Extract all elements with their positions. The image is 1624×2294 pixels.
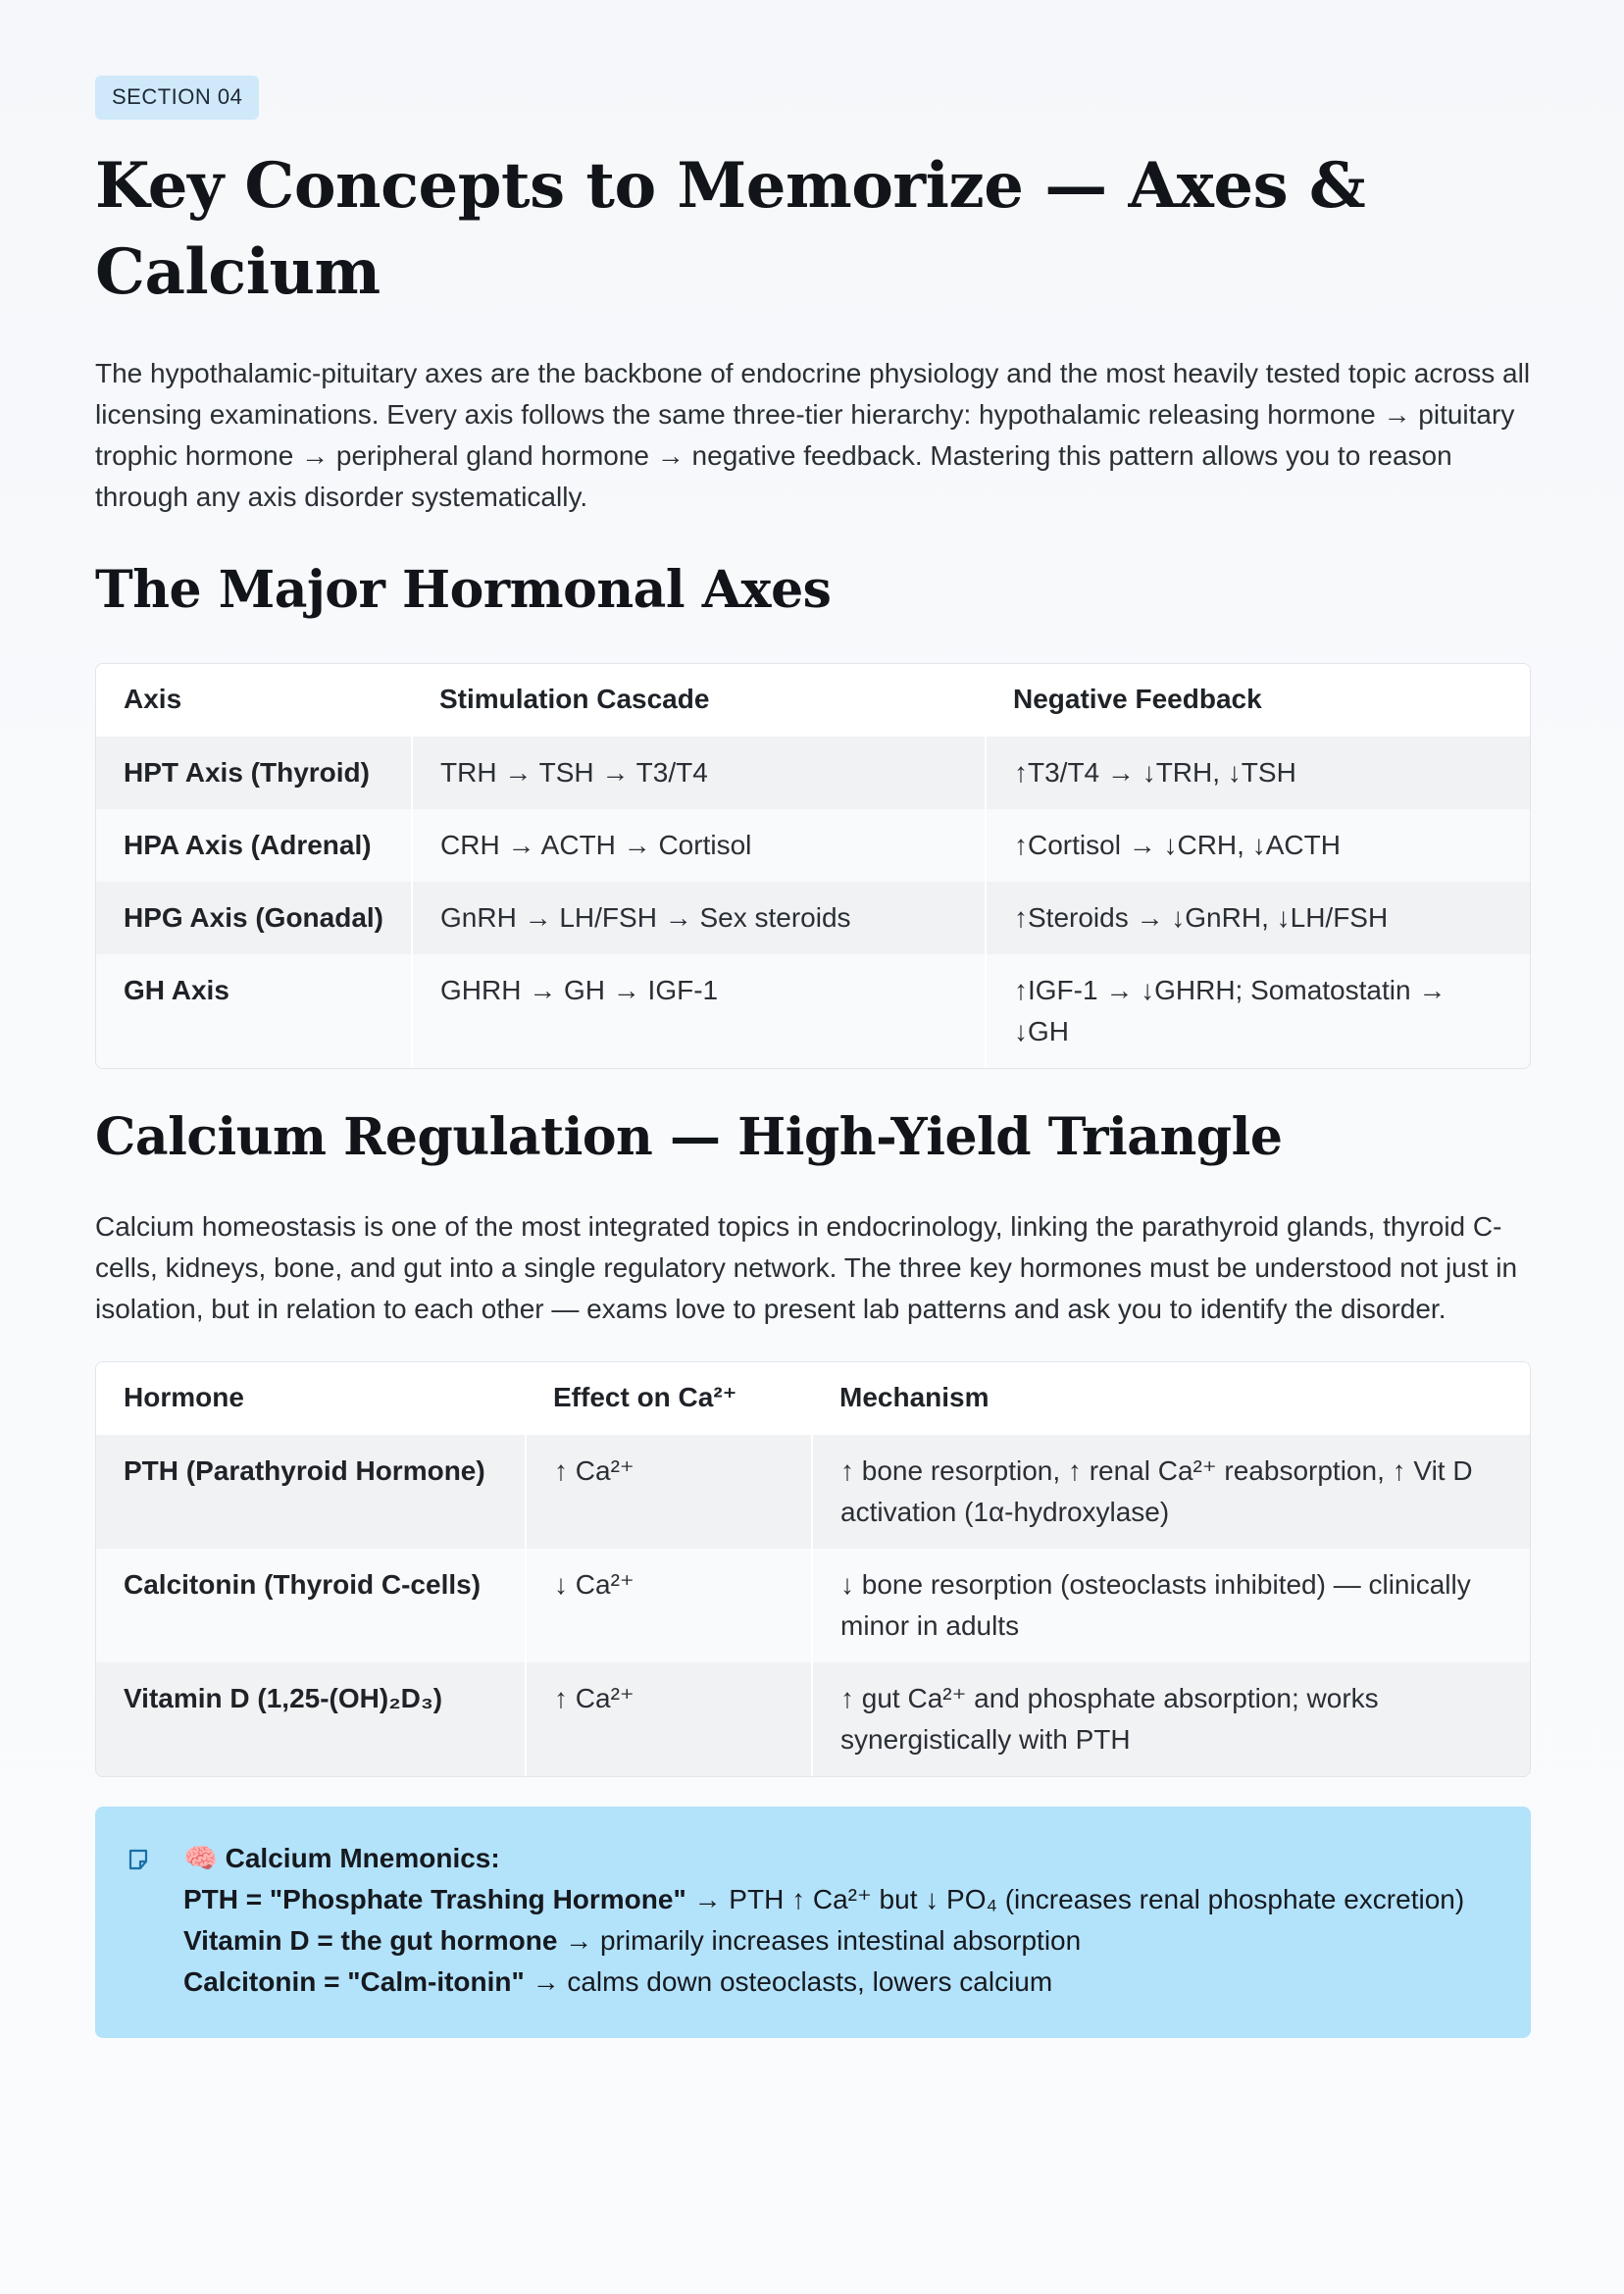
calcium-table — [95, 1361, 1531, 1777]
table-header-row — [96, 1362, 1530, 1435]
hormone-cell: Vitamin D (1,25-(OH)₂D₃) — [96, 1662, 526, 1776]
mnemonic-key: Vitamin D = the gut hormone — [183, 1925, 558, 1956]
cascade-cell: CRH → ACTH → Cortisol — [412, 809, 986, 882]
mnemonic-line — [183, 1920, 1492, 1962]
effect-cell: ↓ Ca²⁺ — [526, 1549, 812, 1662]
hormone-cell: PTH (Parathyroid Hormone) — [96, 1435, 526, 1549]
column-header: Stimulation Cascade — [412, 664, 986, 737]
axis-name-cell: HPT Axis (Thyroid) — [96, 737, 412, 809]
page-title: Key Concepts to Memorize — Axes & Calcium — [95, 149, 1366, 309]
feedback-cell: ↑Steroids → ↓GnRH, ↓LH/FSH — [986, 882, 1530, 954]
effect-cell: ↑ Ca²⁺ — [526, 1435, 812, 1549]
table-row — [96, 1662, 1530, 1776]
column-header: Negative Feedback — [986, 664, 1530, 737]
page-content — [95, 76, 1531, 2038]
table-row — [96, 882, 1530, 954]
column-header: Mechanism — [812, 1362, 1530, 1435]
mnemonic-text: → PTH ↑ Ca²⁺ but ↓ PO₄ (increases renal phosphate excretion) — [685, 1884, 1465, 1914]
mnemonics-title: 🧠 Calcium Mnemonics: — [183, 1843, 500, 1873]
cascade-cell: TRH → TSH → T3/T4 — [412, 737, 986, 809]
mnemonic-line — [183, 1962, 1492, 2003]
table-row — [96, 809, 1530, 882]
axis-name-cell: HPA Axis (Adrenal) — [96, 809, 412, 882]
table-header-row — [96, 664, 1530, 737]
effect-cell: ↑ Ca²⁺ — [526, 1662, 812, 1776]
table-row — [96, 954, 1530, 1068]
feedback-cell: ↑T3/T4 → ↓TRH, ↓TSH — [986, 737, 1530, 809]
mnemonics-callout — [95, 1807, 1531, 2038]
mechanism-cell: ↑ bone resorption, ↑ renal Ca²⁺ reabsorption, ↑ Vit D activation (1α-hydroxylase) — [812, 1435, 1530, 1549]
note-icon — [127, 1848, 150, 1871]
mnemonic-text: → primarily increases intestinal absorption — [557, 1925, 1082, 1956]
calcium-intro-paragraph: Calcium homeostasis is one of the most integrated topics in endocrinology, linking the parathyroid glands, thyroid C-cells, kidneys, bone, and gut into a single regulatory network. The three key hormones must be understood not just in isolation, but in relation to each other — exams love to present lab patterns and ask you to identify the disorder. — [95, 1211, 1518, 1324]
cascade-cell: GHRH → GH → IGF-1 — [412, 954, 986, 1068]
table-row — [96, 1549, 1530, 1662]
hormone-cell: Calcitonin (Thyroid C-cells) — [96, 1549, 526, 1662]
mnemonic-key: Calcitonin = "Calm-itonin" — [183, 1966, 525, 1997]
axes-heading: The Major Hormonal Axes — [95, 560, 832, 620]
section-tag: SECTION 04 — [95, 76, 259, 120]
intro-paragraph: The hypothalamic-pituitary axes are the backbone of endocrine physiology and the most heavily tested topic across all licensing examinations. Every axis follows the same three-tier hierarchy: hypothalamic releasing hormone → pituitary trophic hormone → peripheral gland hormone → negative feedback. Mastering this pattern allows you to reason through any axis disorder systematically. — [95, 358, 1531, 512]
feedback-cell: ↑Cortisol → ↓CRH, ↓ACTH — [986, 809, 1530, 882]
column-header: Axis — [96, 664, 412, 737]
mechanism-cell: ↓ bone resorption (osteoclasts inhibited) — clinically minor in adults — [812, 1549, 1530, 1662]
axes-table — [95, 663, 1531, 1069]
column-header: Hormone — [96, 1362, 526, 1435]
mnemonic-text: → calms down osteoclasts, lowers calcium — [524, 1966, 1053, 1997]
calcium-heading: Calcium Regulation — High-Yield Triangle — [95, 1107, 1283, 1167]
mechanism-cell: ↑ gut Ca²⁺ and phosphate absorption; works synergistically with PTH — [812, 1662, 1530, 1776]
axis-name-cell: GH Axis — [96, 954, 412, 1068]
table-row — [96, 1435, 1530, 1549]
mnemonic-line — [183, 1879, 1492, 1920]
table-row — [96, 737, 1530, 809]
mnemonic-key: PTH = "Phosphate Trashing Hormone" — [183, 1884, 686, 1914]
cascade-cell: GnRH → LH/FSH → Sex steroids — [412, 882, 986, 954]
axis-name-cell: HPG Axis (Gonadal) — [96, 882, 412, 954]
column-header: Effect on Ca²⁺ — [526, 1362, 812, 1435]
feedback-cell: ↑IGF-1 → ↓GHRH; Somatostatin → ↓GH — [986, 954, 1530, 1068]
